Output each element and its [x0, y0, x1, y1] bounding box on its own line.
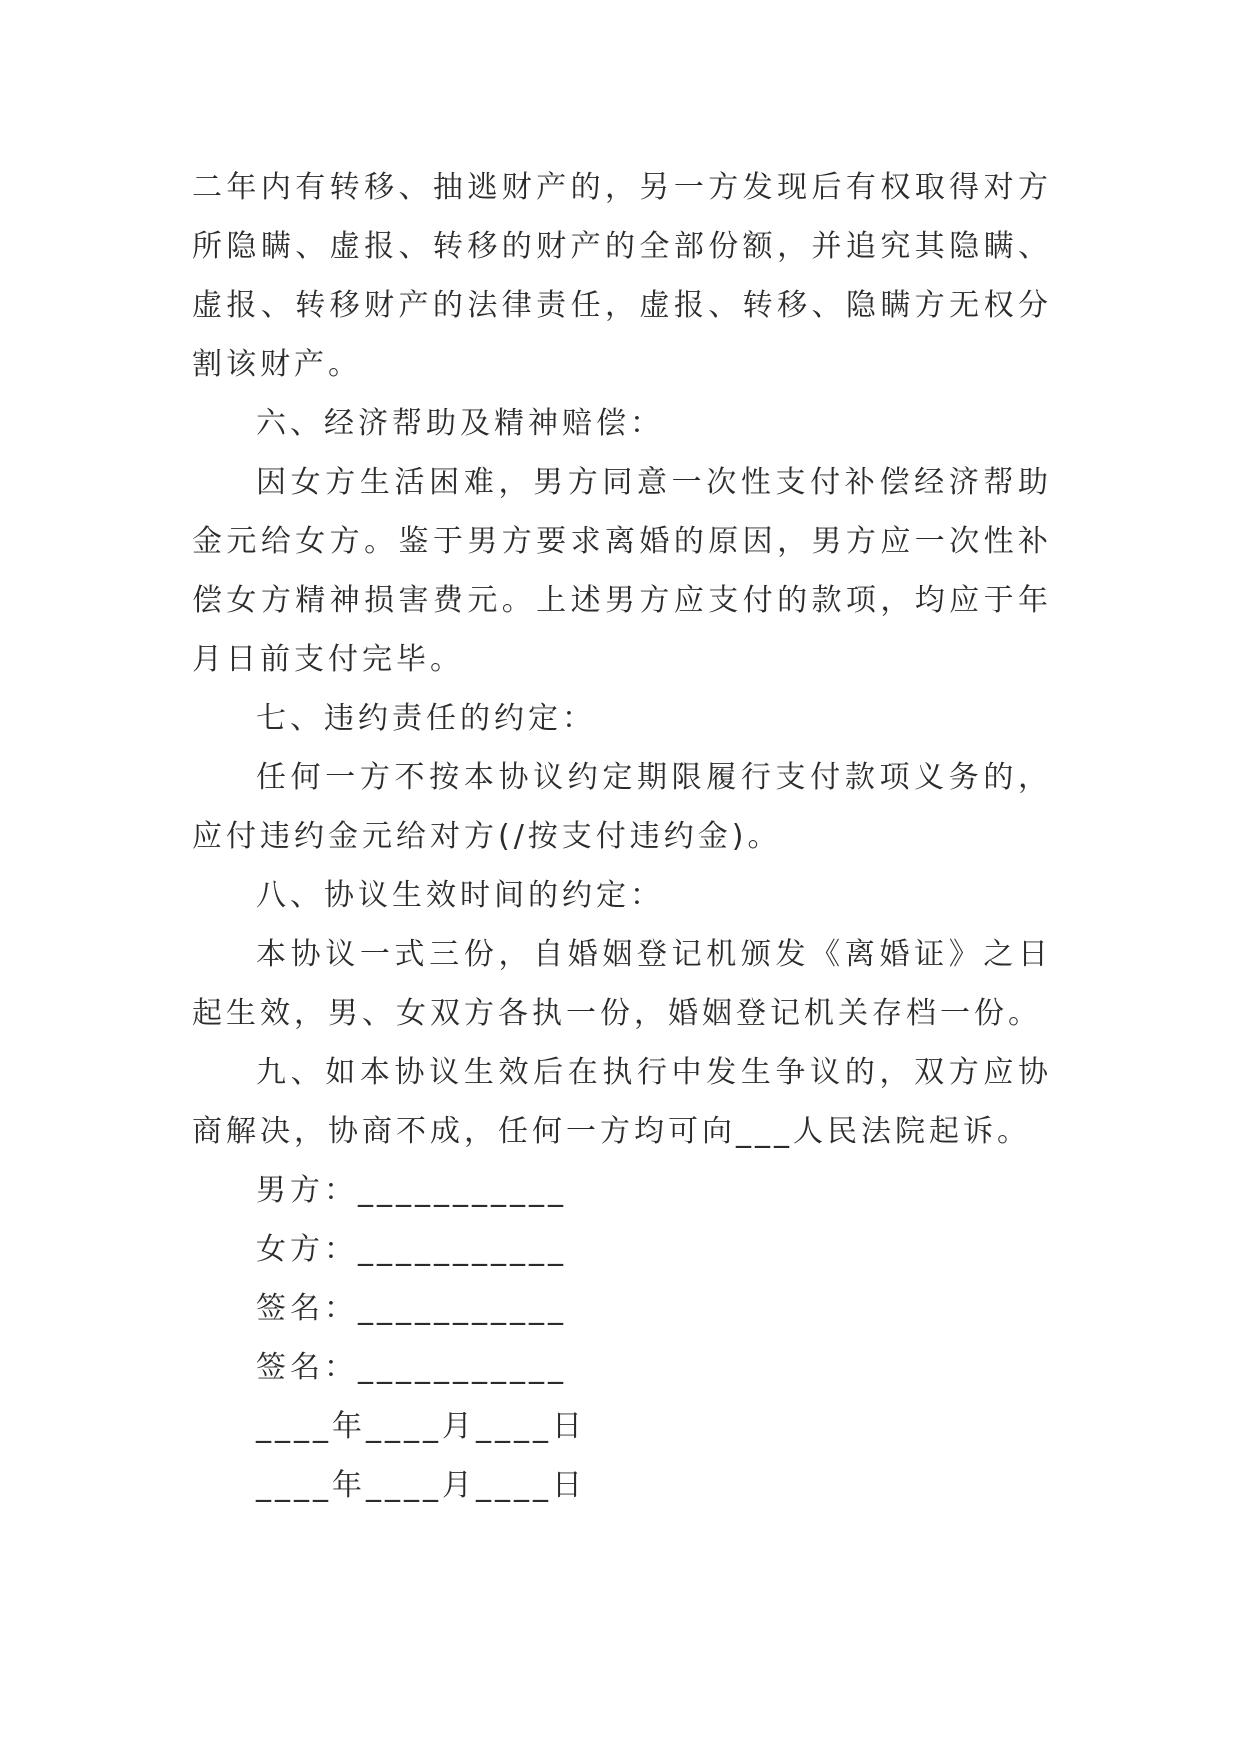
heading-economic-help: 六、经济帮助及精神赔偿：: [256, 406, 664, 441]
heading-effective-time: 八、协议生效时间的约定：: [256, 878, 664, 913]
signature-sign-2: 签名：___________: [256, 1350, 567, 1385]
signature-female: 女方：___________: [256, 1232, 567, 1267]
signature-date-1: ____年____月____日: [256, 1409, 586, 1444]
signature-date-2: ____年____月____日: [256, 1468, 586, 1503]
paragraph-economic-help: 因女方生活困难，男方同意一次性支付补偿经济帮助金元给女方。鉴于男方要求离婚的原因，男方应一次性补偿女方精神损害费元。上述男方应支付的款项，均应于年月日前支付完毕。: [192, 465, 1052, 677]
paragraph-dispute-resolution: 九、如本协议生效后在执行中发生争议的，双方应协商解决，协商不成，任何一方均可向___人民法院起诉。: [192, 1055, 1052, 1149]
paragraph-effective-time: 本协议一式三份，自婚姻登记机颁发《离婚证》之日起生效，男、女双方各执一份，婚姻登记机关存档一份。: [192, 937, 1052, 1031]
signature-sign-1: 签名：___________: [256, 1291, 567, 1326]
signature-male: 男方：___________: [256, 1173, 567, 1208]
paragraph-property-concealment: 二年内有转移、抽逃财产的，另一方发现后有权取得对方所隐瞒、虚报、转移的财产的全部份额，并追究其隐瞒、虚报、转移财产的法律责任，虚报、转移、隐瞒方无权分割该财产。: [192, 170, 1052, 382]
document-body: [192, 158, 1052, 1515]
heading-breach-liability: 七、违约责任的约定：: [256, 701, 596, 736]
paragraph-breach-liability: 任何一方不按本协议约定期限履行支付款项义务的，应付违约金元给对方(/按支付违约金)。: [192, 760, 1052, 854]
